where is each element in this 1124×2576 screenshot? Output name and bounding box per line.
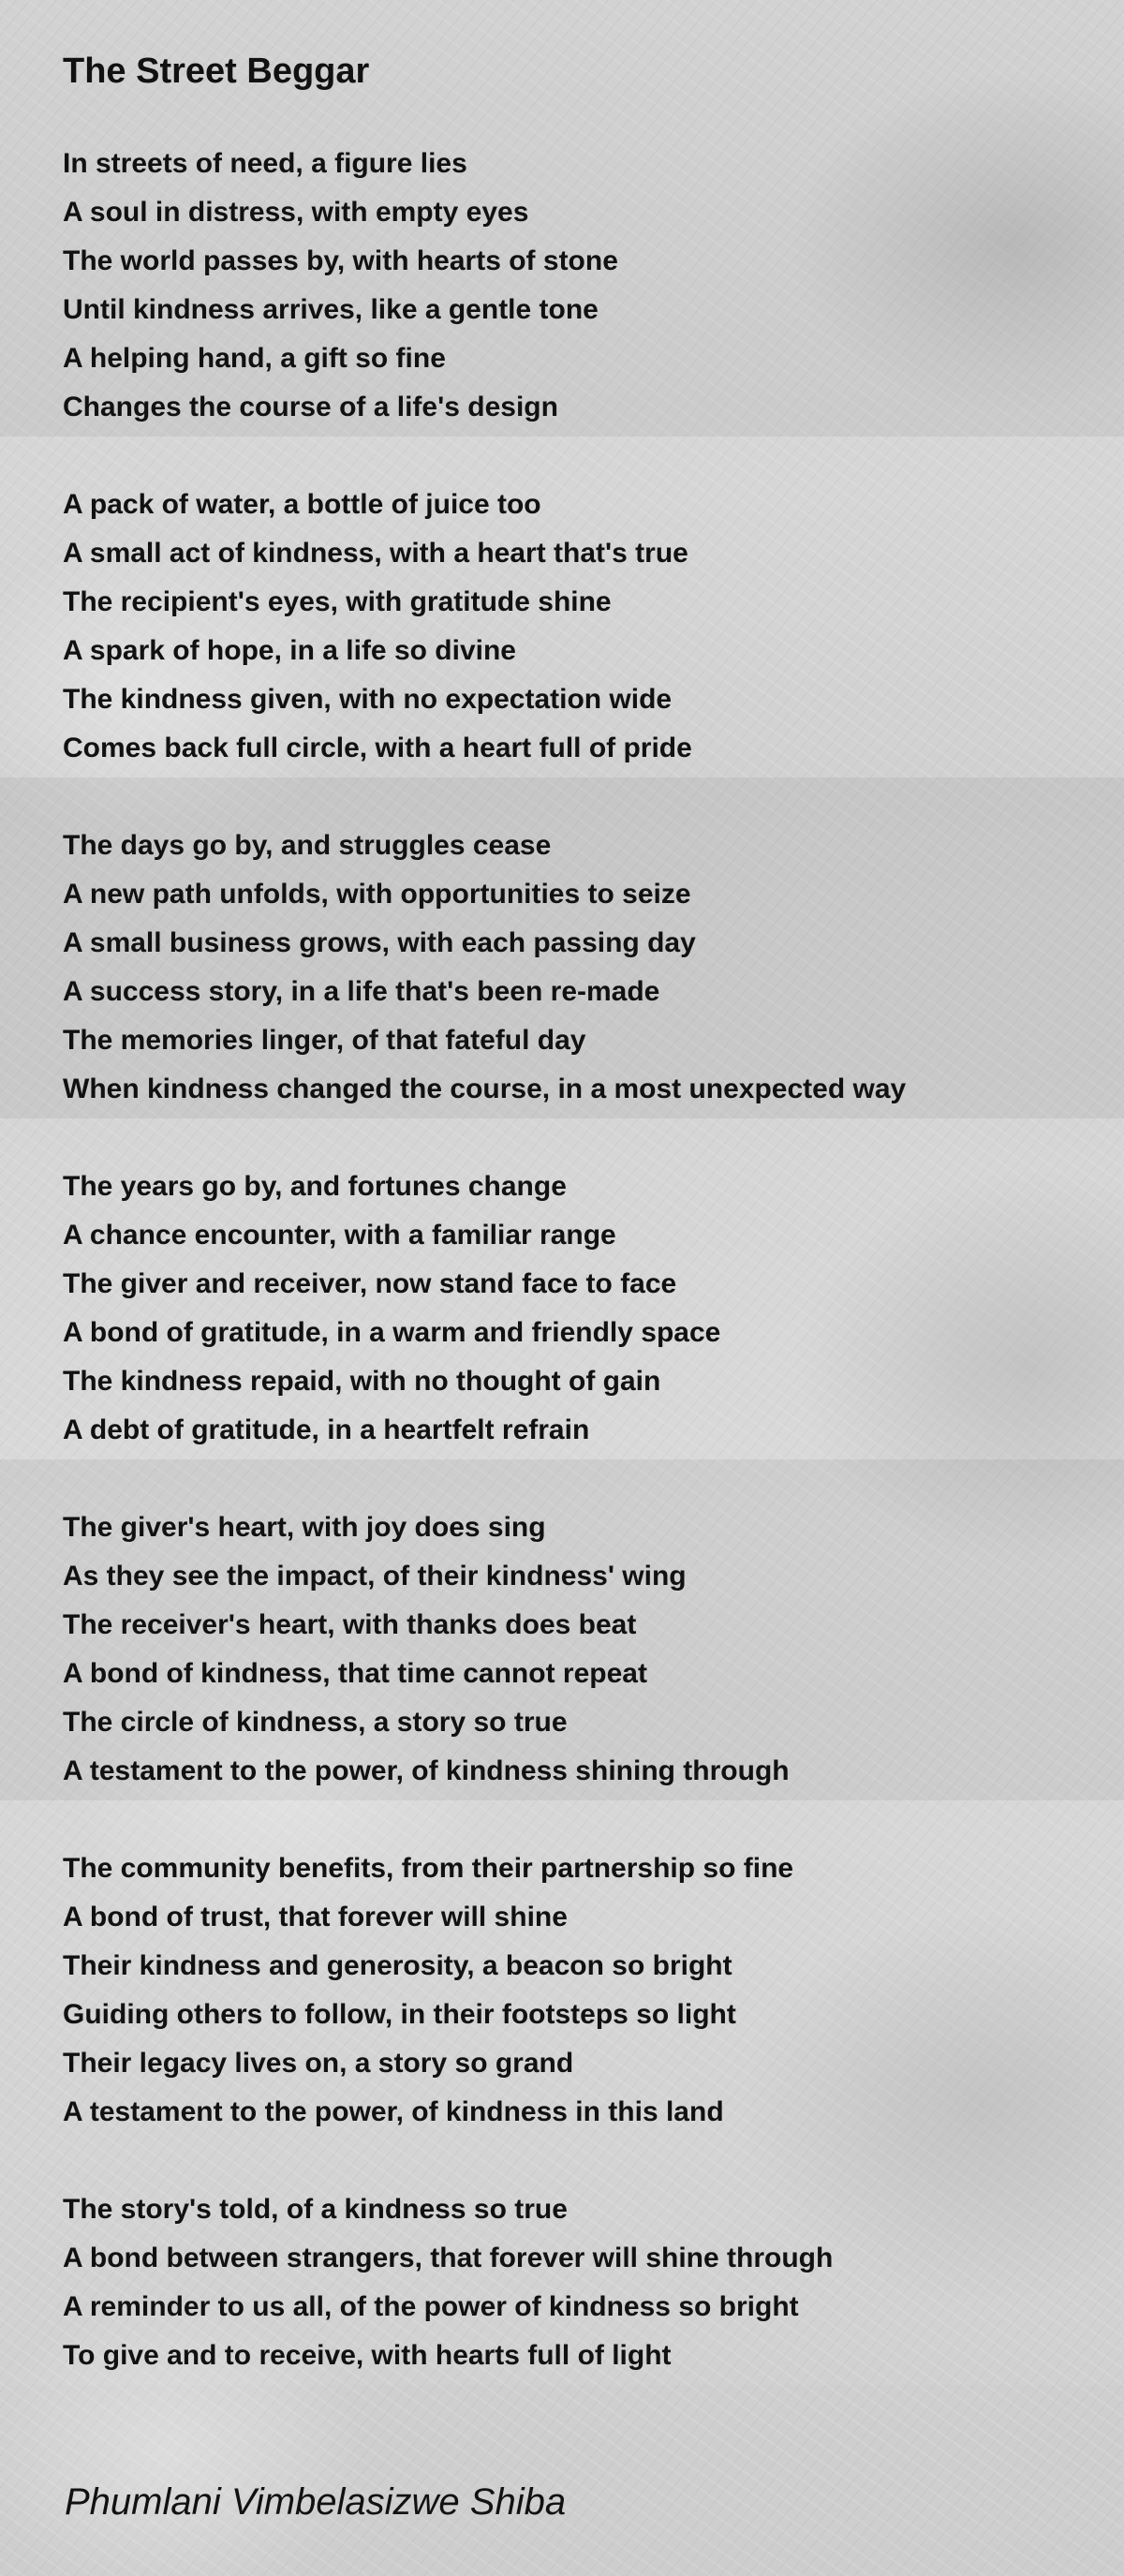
poem-stanza [63, 481, 1093, 773]
poem-stanza [63, 1503, 1093, 1796]
poem-title: The Street Beggar [63, 52, 370, 91]
poem-line: Guiding others to follow, in their footsteps so light [63, 1999, 736, 2030]
poem-line: A bond of kindness, that time cannot repeat [63, 1658, 647, 1689]
poem-line: The circle of kindness, a story so true [63, 1707, 568, 1738]
poem-body [63, 140, 1093, 2429]
poem-stanza [63, 1844, 1093, 2137]
poem-line: A chance encounter, with a familiar range [63, 1220, 616, 1251]
poem-line: A bond between strangers, that forever will shine through [63, 2243, 834, 2273]
poem-line: A soul in distress, with empty eyes [63, 197, 529, 228]
poem-line: Until kindness arrives, like a gentle tone [63, 294, 599, 325]
poem-line: Comes back full circle, with a heart full of pride [63, 733, 692, 763]
poem-stanza [63, 140, 1093, 432]
poem-line: A small act of kindness, with a heart that's true [63, 538, 688, 569]
poem-line: A spark of hope, in a life so divine [63, 635, 516, 666]
poem-stanza [63, 822, 1093, 1114]
poem-line: A testament to the power, of kindness in this land [63, 2096, 724, 2127]
poem-line: The giver's heart, with joy does sing [63, 1512, 546, 1543]
poem-line: The kindness given, with no expectation wide [63, 684, 673, 715]
poem-line: A pack of water, a bottle of juice too [63, 489, 541, 520]
poem-line: The years go by, and fortunes change [63, 1171, 567, 1202]
poem-line: A bond of trust, that forever will shine [63, 1902, 568, 1932]
poem-line: The community benefits, from their partnership so fine [63, 1853, 794, 1884]
poem-line: The kindness repaid, with no thought of gain [63, 1366, 661, 1397]
poem-line: The recipient's eyes, with gratitude shine [63, 586, 612, 617]
poem-line: A debt of gratitude, in a heartfelt refrain [63, 1414, 590, 1445]
poem-line: Their kindness and generosity, a beacon so bright [63, 1950, 732, 1981]
poem-line: The story's told, of a kindness so true [63, 2194, 568, 2225]
poem-line: A helping hand, a gift so fine [63, 343, 446, 374]
poem-stanza [63, 1162, 1093, 1455]
poem-line: As they see the impact, of their kindness' wing [63, 1561, 687, 1591]
poem-line: Changes the course of a life's design [63, 392, 558, 422]
poem-line: Their legacy lives on, a story so grand [63, 2048, 574, 2079]
poem-stanza [63, 2185, 1093, 2380]
poem-line: The giver and receiver, now stand face to face [63, 1268, 677, 1299]
poem-line: The world passes by, with hearts of stone [63, 245, 618, 276]
poem-line: A new path unfolds, with opportunities to seize [63, 879, 691, 910]
poem-line: A success story, in a life that's been re-made [63, 976, 660, 1007]
poem-line: A reminder to us all, of the power of kindness so bright [63, 2291, 799, 2322]
poem-line: The memories linger, of that fateful day [63, 1025, 586, 1056]
poem-line: The receiver's heart, with thanks does beat [63, 1609, 637, 1640]
poem-line: A bond of gratitude, in a warm and friendly space [63, 1317, 721, 1348]
poem-line: In streets of need, a figure lies [63, 148, 467, 179]
poem-line: When kindness changed the course, in a most unexpected way [63, 1073, 907, 1104]
poem-line: A testament to the power, of kindness shining through [63, 1755, 790, 1786]
poem-line: The days go by, and struggles cease [63, 830, 552, 861]
poem-line: A small business grows, with each passing day [63, 927, 696, 958]
poem-line: To give and to receive, with hearts full of light [63, 2340, 672, 2371]
poem-author: Phumlani Vimbelasizwe Shiba [65, 2481, 567, 2523]
